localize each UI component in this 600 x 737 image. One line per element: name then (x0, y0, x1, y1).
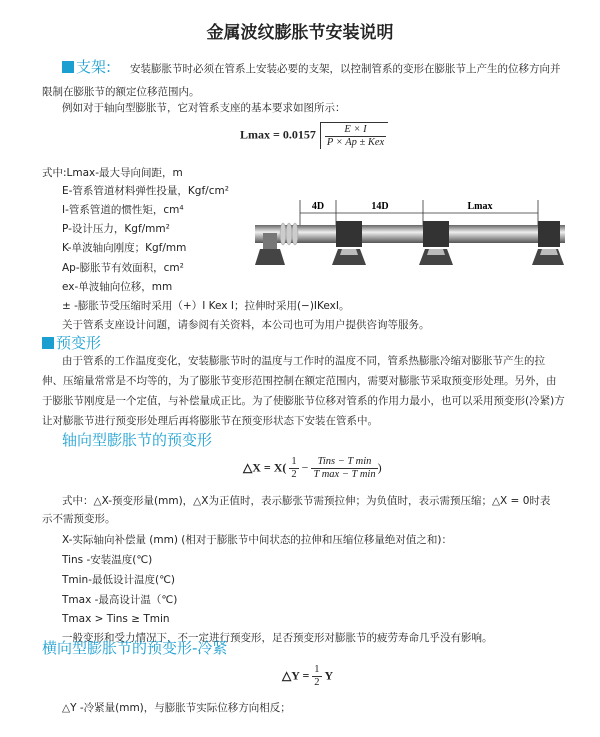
label-14d: 14D (371, 201, 389, 212)
axial-item: Tmax > Tins ≥ Tmin (62, 613, 170, 625)
sqrt (320, 122, 388, 149)
axial-item: Tmin-最低设计温度(℃) (62, 574, 175, 586)
axial-item: X-实际轴向补偿量 (mm) (相对于膨胀节中间状态的拉伸和压缩位移量绝对值之和)： (62, 534, 452, 546)
bellows (280, 223, 298, 245)
half-numerator: 1 (291, 456, 297, 467)
formula-denominator: P × Ap ± Kex (326, 137, 385, 148)
axial-defs-2: 示不需预变形。 (42, 513, 116, 525)
def-line: I-管系管道的惯性矩，cm⁴ (62, 204, 184, 216)
section-heading-axial: 轴向型膨胀节的预变形 (62, 431, 213, 449)
def-line: 式中:Lmax-最大导向间距，m (42, 167, 183, 179)
close-paren: ) (377, 460, 382, 475)
support-example: 例如对于轴向型膨胀节，它对管系支座的基本要求如图所示： (62, 102, 346, 114)
label-4d: 4D (311, 201, 325, 212)
axial-defs-1: 式中：△X-预变形量(mm)，△X为正值时，表示膨张节需预拉伸；为负值时，表示需预压缩；△X = 0时表 (62, 495, 551, 507)
paragraph-line: 伸、压缩量常常是不均等的，为了膨胀节变形范围控制在额定范围内，需要对膨胀节采取预变形处理。另外，由 (42, 375, 557, 387)
minus-sign: − (301, 460, 309, 475)
lateral-def: △Y -冷紧量(mm)，与膨胀节实际位移方向相反； (62, 702, 291, 714)
support-spacing-diagram (250, 195, 570, 280)
page-title: 金属波纹膨胀节安装说明 (206, 23, 394, 43)
heading-text: 支架: (76, 58, 112, 76)
def-line: 关于管系支座设计问题，请参阅有关资料，本公司也可为用户提供咨询等服务。 (62, 319, 430, 331)
def-line: Ap-膨胀节有效面积，cm² (62, 262, 184, 274)
section-heading-lateral: 横向型膨胀节的预变形-冷紧 (42, 639, 228, 657)
axial-item: Tmax -最高设计温（℃) (62, 594, 178, 606)
section-heading-predeform (42, 334, 101, 352)
heading-text: 预变形 (56, 334, 102, 352)
square-bullet-icon (42, 337, 54, 349)
anchor-support (255, 249, 285, 265)
paragraph-line: 让对膨胀节进行预变形处理后再将膨胀节在预变形状态下安装在管系中。 (42, 415, 378, 427)
anchor-block (263, 233, 277, 249)
axial-item: Tins -安装温度(℃) (62, 554, 153, 566)
label-lmax: Lmax (467, 201, 493, 212)
formula-numerator: 1 (314, 664, 320, 675)
def-line: ± -膨胀节受压缩时采用（+）I Kex I；拉伸时采用(−)IKexI。 (62, 300, 350, 312)
formula-lhs: △X = X( (243, 460, 287, 475)
lmax-formula (240, 122, 388, 149)
formula-numerator: E × I (325, 124, 386, 137)
axial-item: 一般变形和受力情况下，不一定进行预变形，足否预变形对膨胀节的疲劳寿命几乎没有影响。 (62, 632, 493, 644)
formula-denominator: 2 (314, 677, 320, 688)
half-denominator: 2 (291, 469, 297, 480)
delta-y-formula (282, 664, 333, 689)
formula-rhs: Y (324, 668, 334, 683)
formula-numerator: Tins − T min (311, 456, 377, 469)
paragraph-line: 于膨胀节刚度是一个定值，与补偿量成正比。为了使膨胀节位移对管系的作用力最小，也可以采用预变形(冷紧)方 (42, 395, 565, 407)
def-line: K-单波轴向刚度；Kgf/mm (62, 242, 187, 254)
section-heading-support (62, 58, 111, 76)
support-intro-1: 安装膨胀节时必须在管系上安装必要的支架，以控制管系的变形在膨胀节上产生的位移方向并 (130, 63, 561, 75)
def-line: ex-单波轴向位移，mm (62, 281, 173, 293)
pipe (255, 225, 565, 243)
formula-lhs: Lmax = 0.0157 (240, 127, 316, 142)
def-line: P-设计压力，Kgf/mm² (62, 223, 170, 235)
delta-x-formula (243, 456, 382, 481)
paragraph-line: 由于管系的工作温度变化，安装膨胀节时的温度与工作时的温度不同，管系热膨胀冷缩对膨胀节产生的拉 (62, 355, 545, 367)
square-bullet-icon (62, 61, 74, 73)
formula-lhs: △Y = (282, 668, 310, 683)
def-line: E-管系管道材料弹性投量，Kgf/cm² (62, 185, 229, 197)
support-intro-2: 限制在膨胀节的额定位移范围内。 (42, 86, 200, 98)
formula-denominator: T max − T min (313, 469, 376, 480)
